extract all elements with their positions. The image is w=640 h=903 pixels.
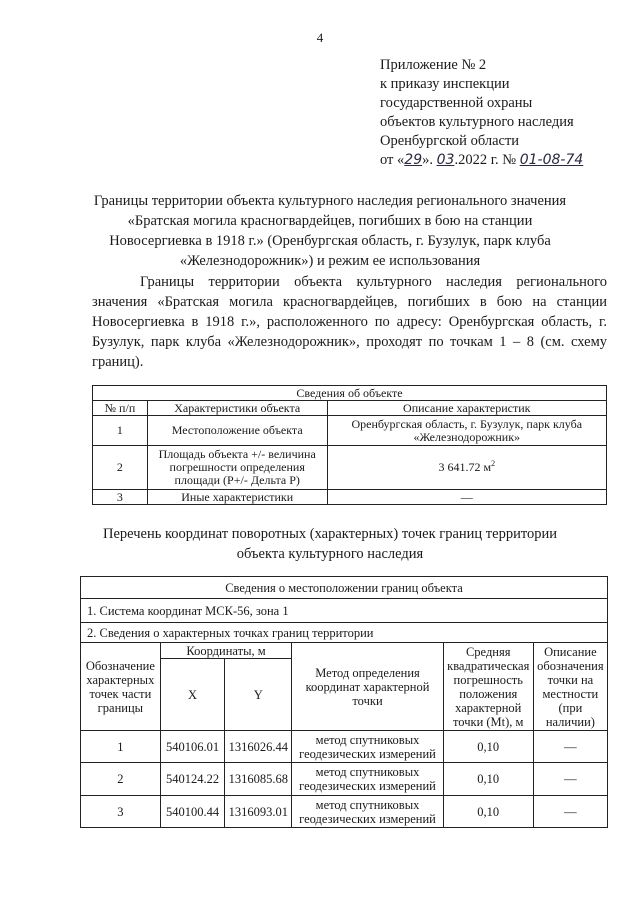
cell-x: 540100.44: [160, 796, 225, 828]
table-caption: Сведения об объекте: [93, 386, 607, 401]
date-suffix: .2022 г. №: [454, 152, 520, 168]
cell-num: 1: [93, 416, 148, 446]
table-row: [93, 446, 607, 490]
column-header: Координаты, м: [160, 643, 292, 659]
title-line: Новосергиевка в 1918 г.» (Оренбургская область, г. Бузулук, парк клуба: [109, 233, 551, 249]
table-row: [81, 731, 608, 763]
column-header: Описание обозначения точки на местности (при наличии): [533, 643, 607, 731]
cell-method: метод спутниковых геодезических измерений: [292, 763, 443, 796]
points-info: 2. Сведения о характерных точках границ территории: [81, 623, 608, 643]
appendix-line: государственной охраны: [380, 95, 533, 111]
column-header: Обозначение характерных точек части границы: [81, 643, 161, 731]
cell-description: —: [327, 490, 606, 505]
table-row: [81, 796, 608, 828]
appendix-date-line: [380, 151, 583, 170]
table-row: [81, 763, 608, 796]
cell-point: 3: [81, 796, 161, 828]
column-header: Характеристики объекта: [147, 401, 327, 416]
coordinates-table: [80, 576, 608, 828]
column-header-x: X: [160, 659, 225, 731]
handwritten-number: 01-08-74: [519, 152, 584, 168]
column-header: Метод определения координат характерной точки: [292, 643, 443, 731]
area-unit-exponent: 2: [491, 459, 496, 468]
page-number: 4: [316, 30, 324, 45]
appendix-line: к приказу инспекции: [380, 76, 510, 92]
title-line: «Железнодорожник») и режим ее использования: [179, 253, 481, 269]
title-line: Границы территории объекта культурного наследия регионального значения: [93, 193, 567, 209]
coordinate-system: 1. Система координат МСК-56, зона 1: [81, 599, 608, 623]
column-header-y: Y: [225, 659, 292, 731]
column-header: Описание характеристик: [327, 401, 606, 416]
title-line: объекта культурного наследия: [236, 546, 424, 562]
cell-num: 2: [93, 446, 148, 490]
cell-description: Оренбургская область, г. Бузулук, парк клуба «Железнодорожник»: [327, 416, 606, 446]
cell-description: [327, 446, 606, 490]
cell-characteristic: Иные характеристики: [147, 490, 327, 505]
cell-desc: —: [533, 763, 607, 796]
date-prefix: от «: [380, 152, 405, 168]
handwritten-month: 03: [436, 152, 455, 168]
table-caption: Сведения о местоположении границ объекта: [81, 577, 608, 599]
cell-x: 540124.22: [160, 763, 225, 796]
cell-point: 2: [81, 763, 161, 796]
column-header: Средняя квадратическая погрешность положения характерной точки (Mt), м: [443, 643, 533, 731]
cell-error: 0,10: [443, 731, 533, 763]
cell-y: 1316026.44: [225, 731, 292, 763]
cell-num: 3: [93, 490, 148, 505]
appendix-line: Оренбургской области: [380, 133, 520, 149]
cell-method: метод спутниковых геодезических измерений: [292, 796, 443, 828]
cell-y: 1316093.01: [225, 796, 292, 828]
coordinates-list-title: [60, 524, 600, 564]
column-header: № п/п: [93, 401, 148, 416]
cell-point: 1: [81, 731, 161, 763]
handwritten-day: 29: [404, 152, 423, 168]
title-line: Перечень координат поворотных (характерных) точек границ территории: [102, 526, 558, 542]
cell-y: 1316085.68: [225, 763, 292, 796]
cell-x: 540106.01: [160, 731, 225, 763]
cell-characteristic: Местоположение объекта: [147, 416, 327, 446]
date-mid: ».: [422, 152, 437, 168]
object-info-table: [92, 385, 607, 505]
cell-desc: —: [533, 796, 607, 828]
title-line: «Братская могила красногвардейцев, погибших в бою на станции: [127, 213, 533, 229]
cell-error: 0,10: [443, 796, 533, 828]
document-title: [60, 191, 600, 271]
cell-error: 0,10: [443, 763, 533, 796]
appendix-line: объектов культурного наследия: [380, 114, 574, 130]
area-value: 3 641.72 м: [438, 460, 492, 474]
table-row: [93, 490, 607, 505]
appendix-line: Приложение № 2: [380, 57, 487, 73]
boundary-paragraph: Границы территории объекта культурного наследия регионального значения «Братская могила красногвардейцев, погибших в бою на станции Новосергиевка в 1918 г.», расположенного по адресу: Оренбургская область, г. Бузулук, парк клуба «Железнодорожник», проходят по точкам 1 – 8 (см. схему границ).: [92, 274, 607, 370]
cell-method: метод спутниковых геодезических измерений: [292, 731, 443, 763]
cell-desc: —: [533, 731, 607, 763]
table-row: [93, 416, 607, 446]
cell-characteristic: Площадь объекта +/- величина погрешности определения площади (P+/- Дельта P): [147, 446, 327, 490]
appendix-header: [380, 56, 583, 170]
